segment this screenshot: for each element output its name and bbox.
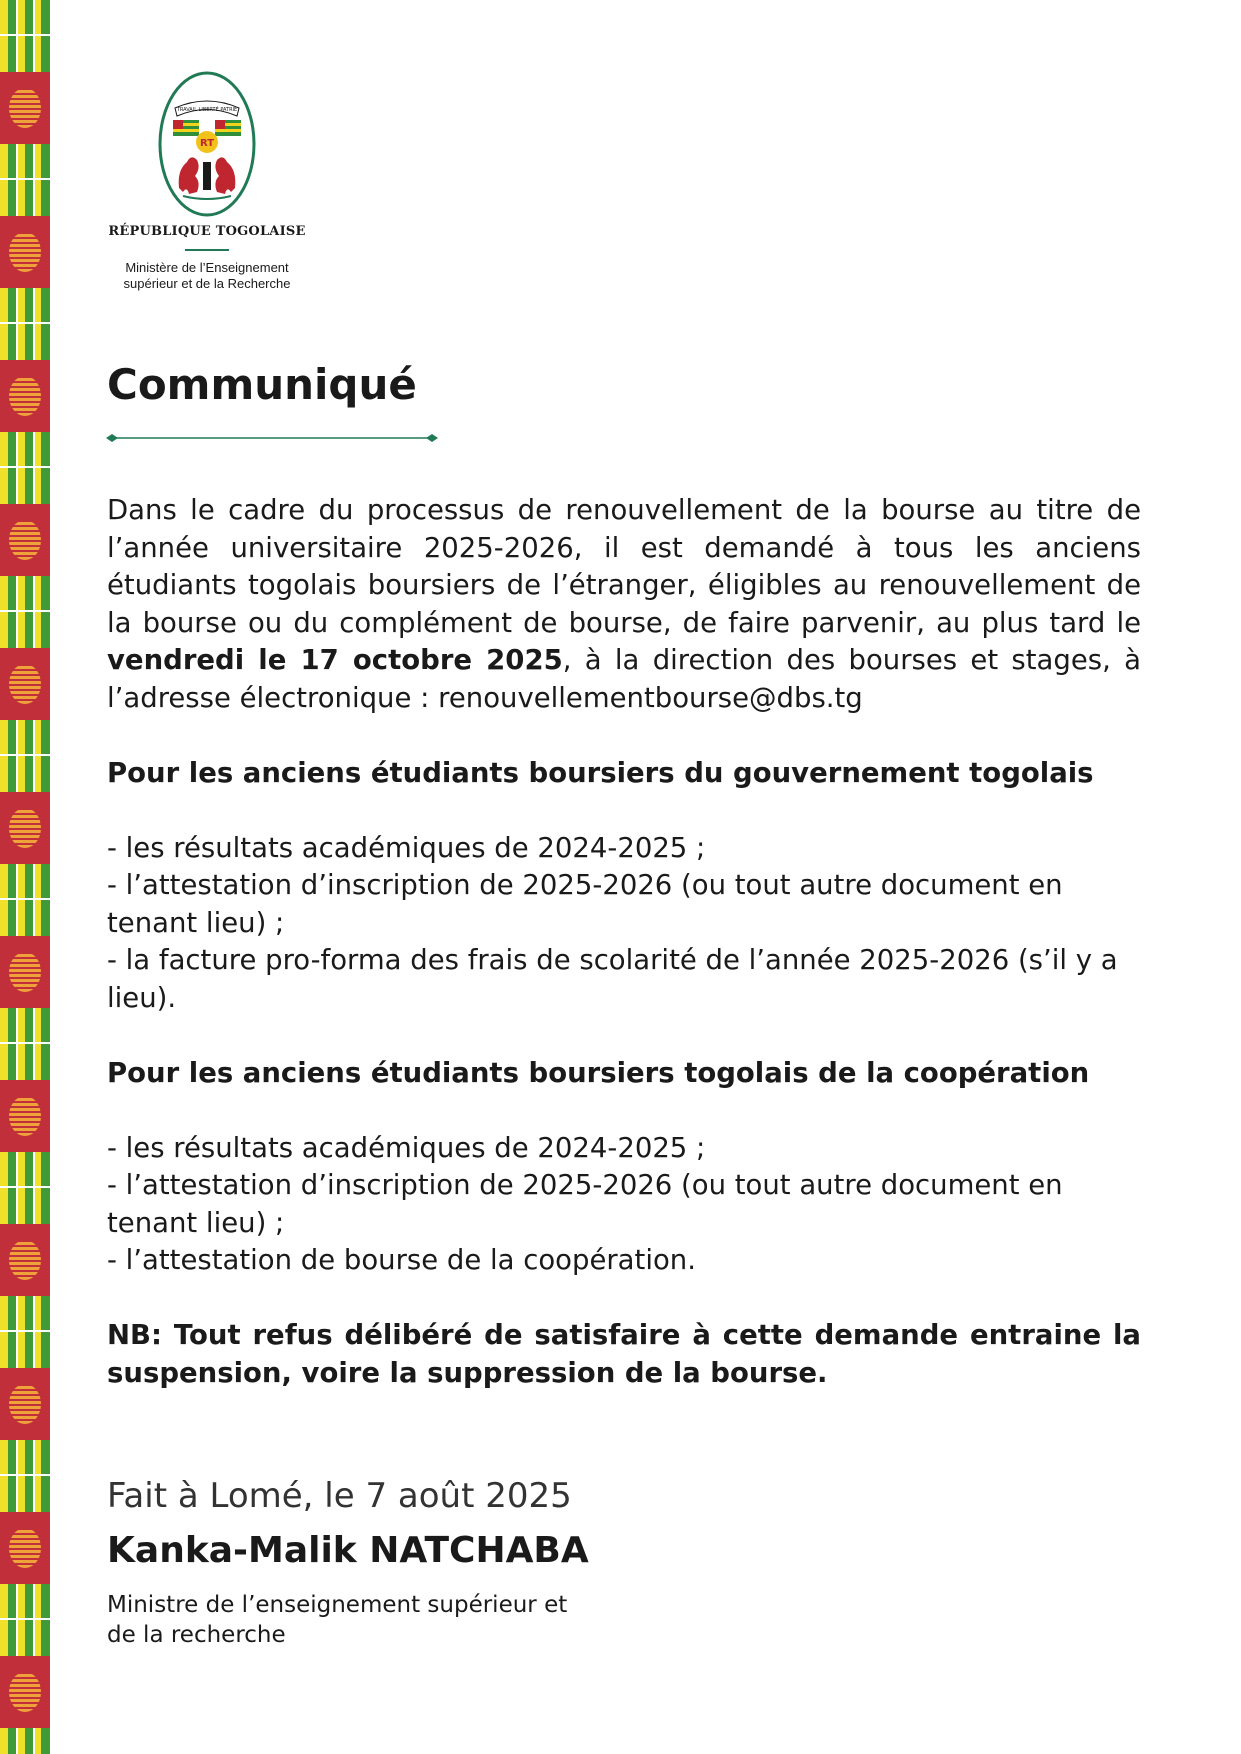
sun-motif-icon <box>9 1528 41 1568</box>
ministry-label <box>107 260 307 292</box>
border-sun-segment <box>0 1656 50 1728</box>
border-kente-segment <box>0 864 50 936</box>
signatory-name: Kanka-Malik NATCHABA <box>107 1530 589 1571</box>
border-kente-segment <box>0 1152 50 1224</box>
border-kente-segment <box>0 1008 50 1080</box>
ministry-line-2: supérieur et de la Recherche <box>123 276 291 291</box>
sun-motif-icon <box>9 1096 41 1136</box>
communique-body <box>107 492 1141 1392</box>
role-line-2: de la recherche <box>107 1622 286 1648</box>
sun-motif-icon <box>9 232 41 272</box>
list-item: - les résultats académiques de 2024-2025 ; <box>107 831 706 864</box>
page-title: Communiqué <box>107 360 417 409</box>
sun-motif-icon <box>9 88 41 128</box>
border-kente-segment <box>0 144 50 216</box>
border-sun-segment <box>0 360 50 432</box>
border-sun-segment <box>0 1224 50 1296</box>
emblem-initials: RT <box>199 138 215 149</box>
sun-motif-icon <box>9 664 41 704</box>
sun-motif-icon <box>9 808 41 848</box>
decorative-border <box>0 0 50 1754</box>
sun-motif-icon <box>9 1672 41 1712</box>
border-sun-segment <box>0 216 50 288</box>
nb-warning: NB: Tout refus délibéré de satisfaire à cette demande entraine la suspension, voire la suppression de la bourse. <box>107 1319 1141 1389</box>
section-heading-government: Pour les anciens étudiants boursiers du gouvernement togolais <box>107 756 1094 789</box>
intro-paragraph <box>107 492 1141 717</box>
border-kente-segment <box>0 720 50 792</box>
border-sun-segment <box>0 1512 50 1584</box>
header-rule <box>185 249 229 251</box>
border-kente-segment <box>0 0 50 72</box>
list-item: - la facture pro-forma des frais de scolarité de l’année 2025-2026 (s’il y a lieu). <box>107 944 1118 1014</box>
sun-motif-icon <box>9 1240 41 1280</box>
letterhead <box>107 70 307 292</box>
coat-of-arms-emblem <box>157 70 257 218</box>
list-item: - l’attestation d’inscription de 2025-2026 (ou tout autre document en tenant lieu) ; <box>107 1169 1063 1239</box>
border-sun-segment <box>0 792 50 864</box>
republic-label: RÉPUBLIQUE TOGOLAISE <box>108 224 306 239</box>
emblem-banner-text: TRAVAIL LIBERTÉ PATRIE <box>176 107 238 113</box>
border-kente-segment <box>0 432 50 504</box>
sun-motif-icon <box>9 376 41 416</box>
border-kente-segment <box>0 1728 50 1754</box>
deadline-date: vendredi le 17 octobre 2025 <box>107 644 563 676</box>
border-sun-segment <box>0 648 50 720</box>
sun-motif-icon <box>9 952 41 992</box>
ministry-line-1: Ministère de l’Enseignement <box>125 260 289 275</box>
border-kente-segment <box>0 1440 50 1512</box>
sun-motif-icon <box>9 520 41 560</box>
list-item: - l’attestation d’inscription de 2025-2026 (ou tout autre document en tenant lieu) ; <box>107 869 1063 939</box>
place-and-date: Fait à Lomé, le 7 août 2025 <box>107 1476 572 1516</box>
border-kente-segment <box>0 576 50 648</box>
title-divider <box>106 433 438 443</box>
border-sun-segment <box>0 72 50 144</box>
border-kente-segment <box>0 1296 50 1368</box>
border-kente-segment <box>0 1584 50 1656</box>
sun-motif-icon <box>9 1384 41 1424</box>
intro-text-end: , à la direction des bourses et stages, à l’adresse électronique : renouvellementbourse@dbs.tg <box>107 644 1141 714</box>
role-line-1: Ministre de l’enseignement supérieur et <box>107 1592 568 1618</box>
signatory-role <box>107 1590 667 1650</box>
list-item: - l’attestation de bourse de la coopération. <box>107 1244 696 1276</box>
border-kente-segment <box>0 288 50 360</box>
list-item: - les résultats académiques de 2024-2025 ; <box>107 1131 706 1164</box>
border-sun-segment <box>0 936 50 1008</box>
intro-text-start: Dans le cadre du processus de renouvellement de la bourse au titre de l’année universitaire 2025-2026, il est demandé à tous les anciens étudiants togolais boursiers de l’étranger, éligibles au renouvellement de la bourse ou du complément de bourse, de faire parvenir, au plus tard le <box>107 494 1141 639</box>
border-sun-segment <box>0 504 50 576</box>
border-sun-segment <box>0 1368 50 1440</box>
border-sun-segment <box>0 1080 50 1152</box>
section-heading-cooperation: Pour les anciens étudiants boursiers togolais de la coopération <box>107 1056 1090 1089</box>
